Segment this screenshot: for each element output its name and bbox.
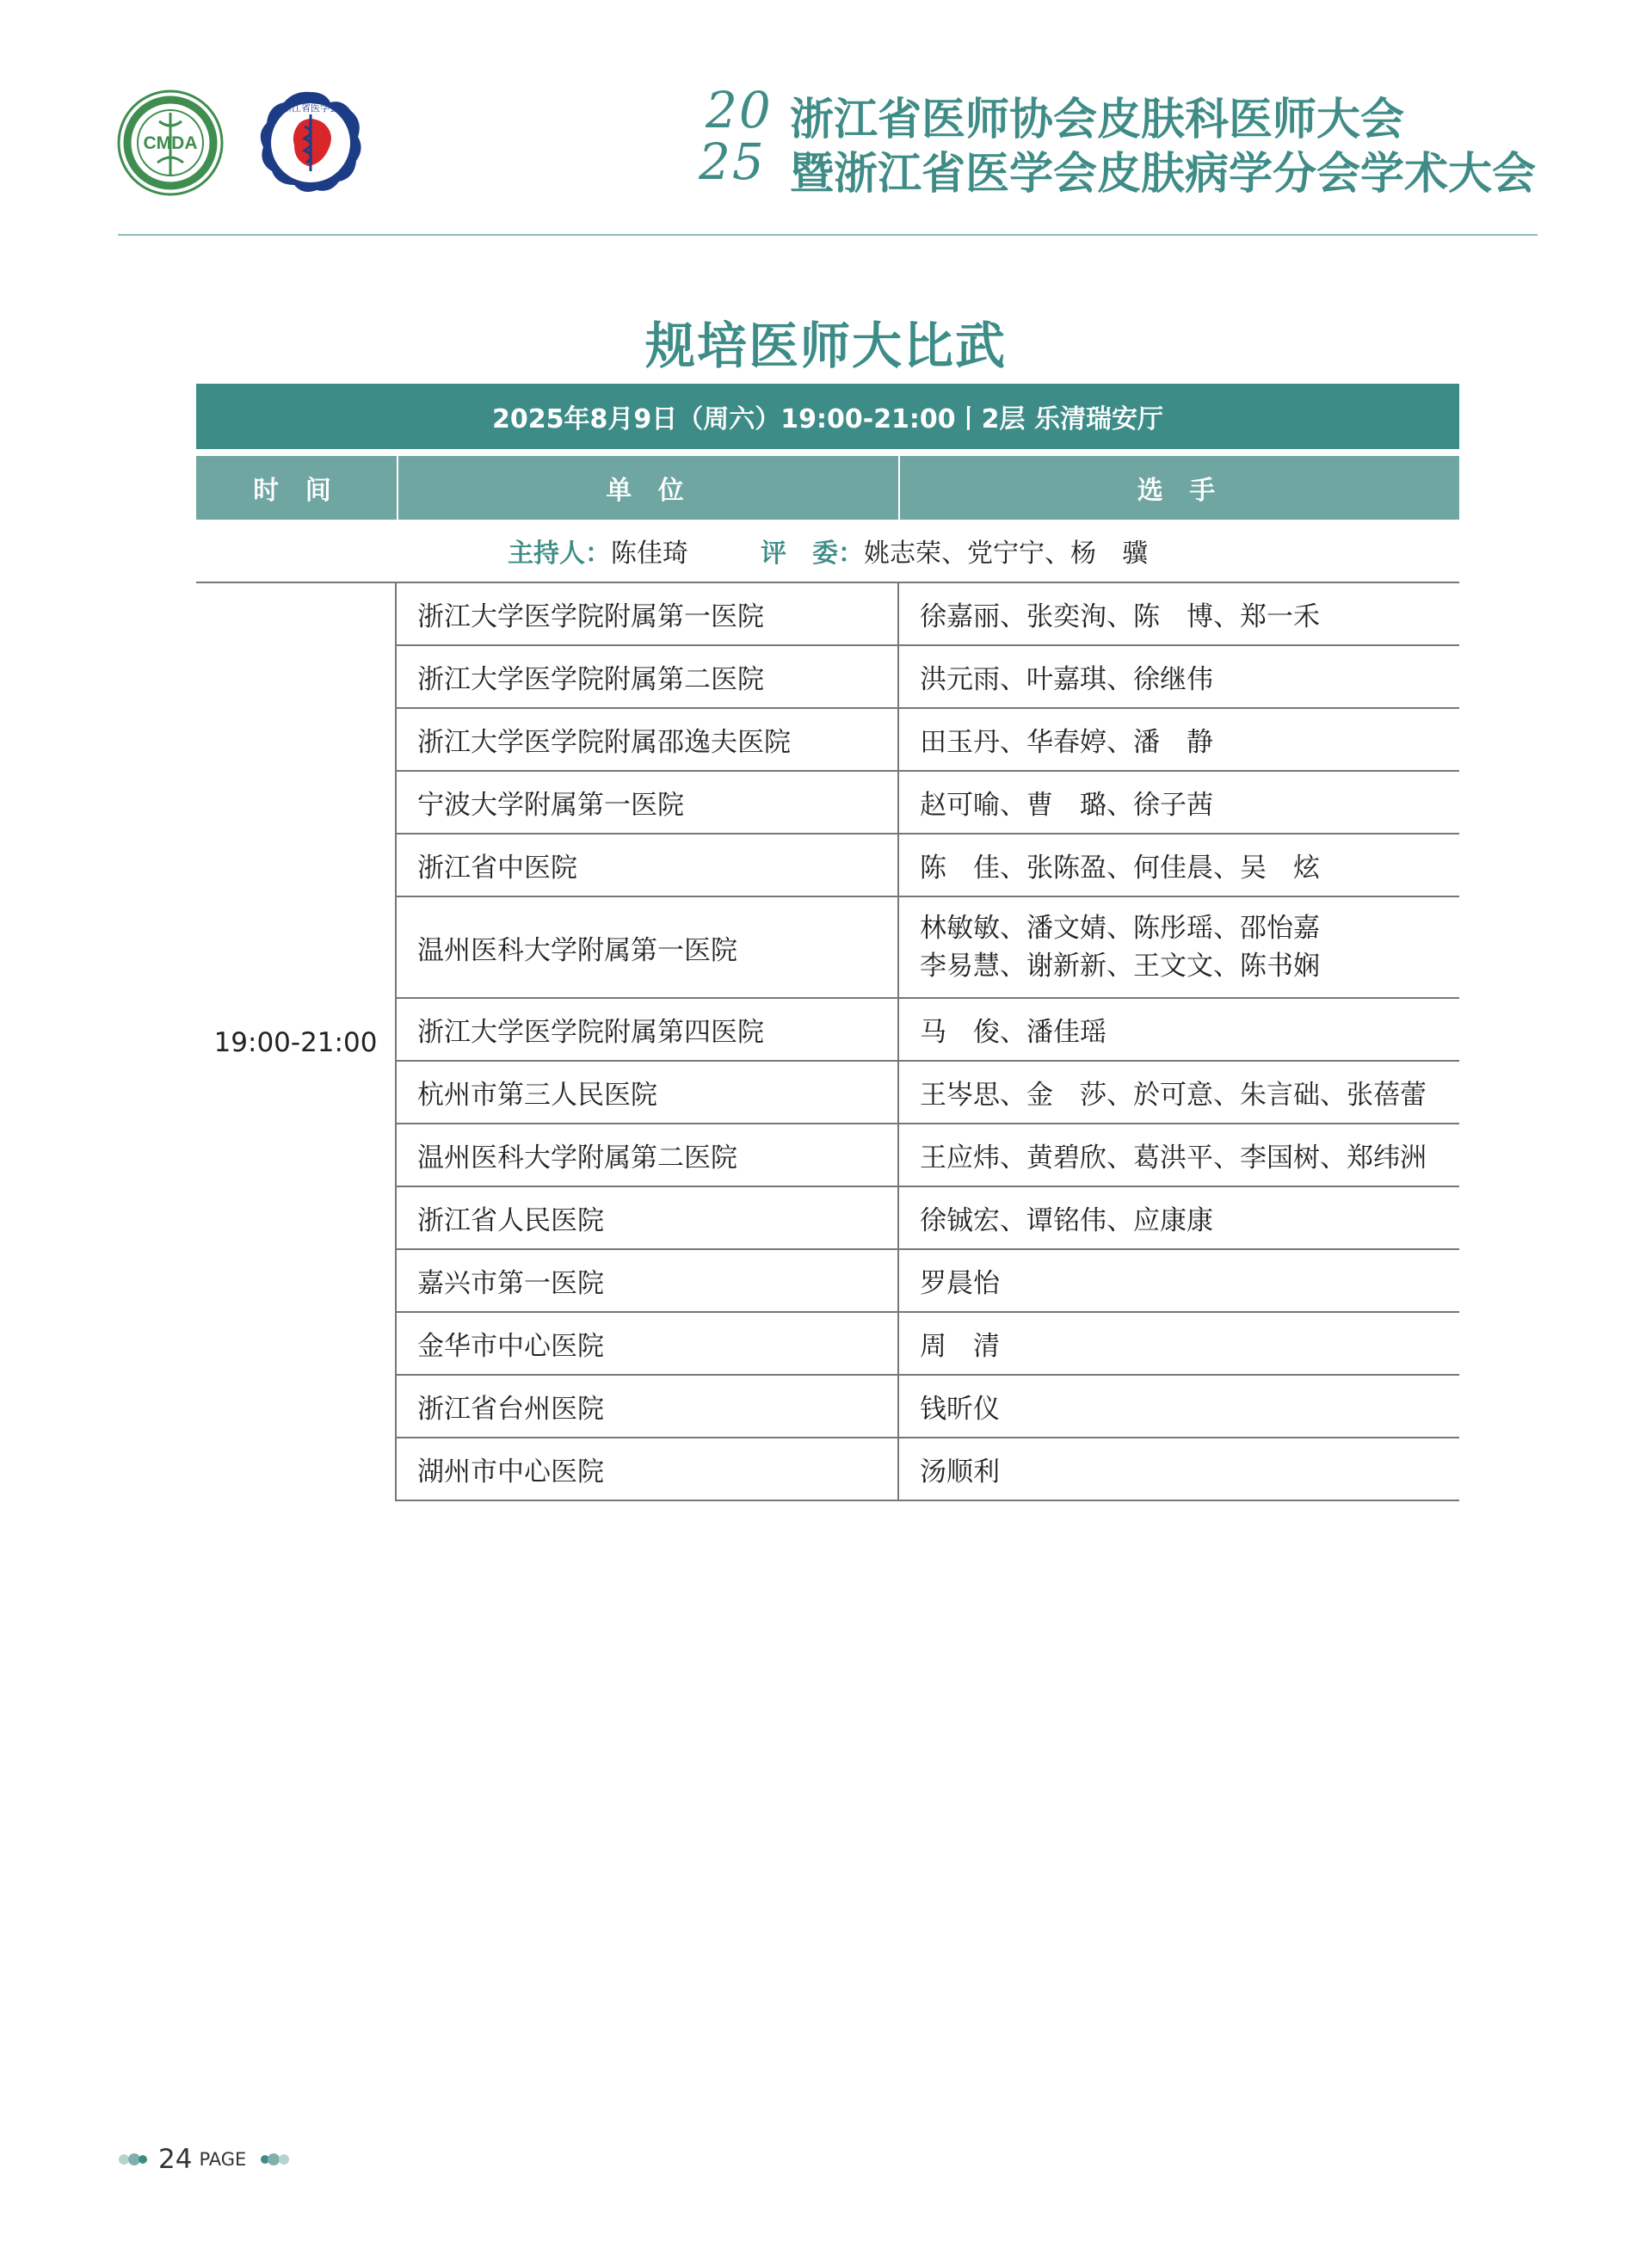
players-cell (899, 897, 1459, 997)
unit-cell: 浙江大学医学院附属第一医院 (397, 583, 899, 644)
year-top: 20 (706, 81, 773, 139)
players-cell (899, 583, 1459, 644)
judges-names: 姚志荣、党宁宁、杨 骥 (864, 539, 1148, 569)
players-cell (899, 709, 1459, 770)
table-row (397, 583, 1459, 646)
table-row (397, 646, 1459, 709)
unit-cell: 杭州市第三人民医院 (397, 1062, 899, 1123)
page-label: PAGE (199, 2149, 247, 2170)
player-names: 汤顺利 (920, 1457, 1000, 1487)
player-names: 周 清 (920, 1331, 1000, 1362)
header-unit: 单 位 (397, 456, 900, 520)
table-row (397, 1376, 1459, 1438)
players-cell (899, 1250, 1459, 1311)
player-names: 赵可喻、曹 璐、徐子茜 (920, 790, 1213, 821)
players-cell (899, 835, 1459, 896)
table-row (397, 1124, 1459, 1187)
player-names: 马 俊、潘佳瑶 (920, 1017, 1106, 1048)
footer-left-ornament-icon (115, 2151, 150, 2168)
table-row (397, 1062, 1459, 1124)
page-title: 规培医师大比武 (644, 317, 1007, 375)
table-body (196, 583, 1459, 1501)
player-names: 李易慧、谢新新、王文文、陈书娴 (920, 951, 1320, 982)
host-label: 主持人： (508, 539, 611, 569)
players-cell (899, 999, 1459, 1060)
header-divider (118, 234, 1538, 236)
schedule-table (196, 456, 1459, 1501)
player-names: 罗晨怡 (920, 1268, 1000, 1299)
table-row (397, 1250, 1459, 1313)
zhejiang-medical-association-logo (256, 89, 365, 197)
footer-right-ornament-icon (258, 2151, 293, 2168)
session-banner-text: 2025年8月9日（周六）19:00-21:00丨2层 乐清瑞安厅 (492, 404, 1163, 434)
table-row (397, 772, 1459, 835)
unit-cell: 嘉兴市第一医院 (397, 1250, 899, 1311)
table-row (397, 1313, 1459, 1376)
conference-title-line2: 暨浙江省医学会皮肤病学分会学术大会 (790, 148, 1537, 200)
conference-year (699, 81, 788, 193)
page-footer (115, 2144, 293, 2175)
players-cell (899, 1313, 1459, 1374)
conference-title-line1: 浙江省医师协会皮肤科医师大会 (790, 94, 1405, 145)
players-cell (899, 1187, 1459, 1248)
players-cell (899, 1124, 1459, 1186)
session-banner (196, 384, 1459, 449)
unit-cell: 温州医科大学附属第二医院 (397, 1124, 899, 1186)
player-names: 陈 佳、张陈盈、何佳晨、吴 炫 (920, 853, 1320, 884)
unit-cell: 宁波大学附属第一医院 (397, 772, 899, 833)
year-bottom: 25 (699, 132, 766, 191)
player-names: 田玉丹、华春婷、潘 静 (920, 727, 1213, 758)
players-cell (899, 646, 1459, 707)
table-row (397, 1438, 1459, 1501)
host-judges-row (196, 520, 1459, 583)
players-cell (899, 772, 1459, 833)
players-cell (899, 1376, 1459, 1437)
player-names: 徐铖宏、谭铭伟、应康康 (920, 1205, 1213, 1236)
player-names: 王应炜、黄碧欣、葛洪平、李国树、郑纬洲 (920, 1143, 1427, 1173)
players-cell (899, 1438, 1459, 1500)
player-names: 王岑思、金 莎、於可意、朱言础、张蓓蕾 (920, 1080, 1427, 1111)
table-row (397, 1187, 1459, 1250)
host-name: 陈佳琦 (611, 539, 688, 569)
unit-cell: 浙江省人民医院 (397, 1187, 899, 1248)
player-names: 徐嘉丽、张奕洵、陈 博、郑一禾 (920, 601, 1320, 632)
unit-cell: 金华市中心医院 (397, 1313, 899, 1374)
header-players: 选 手 (898, 456, 1461, 520)
table-row (397, 999, 1459, 1062)
unit-cell: 浙江大学医学院附属邵逸夫医院 (397, 709, 899, 770)
table-row (397, 709, 1459, 772)
zma-logo-text: 浙江省医学会 (282, 102, 339, 114)
players-cell (899, 1062, 1459, 1123)
table-header (196, 456, 1459, 520)
table-row (397, 897, 1459, 999)
header-time: 时 间 (253, 476, 340, 506)
unit-cell: 浙江省台州医院 (397, 1376, 899, 1437)
cmda-logo (116, 89, 225, 197)
player-names: 钱昕仪 (920, 1394, 1000, 1425)
table-row (397, 835, 1459, 897)
time-cell: 19:00-21:00 (196, 583, 397, 1501)
unit-cell: 浙江大学医学院附属第二医院 (397, 646, 899, 707)
player-names: 洪元雨、叶嘉琪、徐继伟 (920, 664, 1213, 695)
unit-cell: 温州医科大学附属第一医院 (397, 897, 899, 997)
unit-cell: 湖州市中心医院 (397, 1438, 899, 1500)
player-names: 林敏敏、潘文婧、陈彤瑶、邵怡嘉 (920, 913, 1320, 944)
judges-label: 评 委： (761, 539, 864, 569)
unit-cell: 浙江大学医学院附属第四医院 (397, 999, 899, 1060)
table-rows (397, 583, 1459, 1501)
unit-cell: 浙江省中医院 (397, 835, 899, 896)
page-number: 24 (158, 2144, 193, 2175)
cmda-logo-text: CMDA (143, 133, 198, 153)
